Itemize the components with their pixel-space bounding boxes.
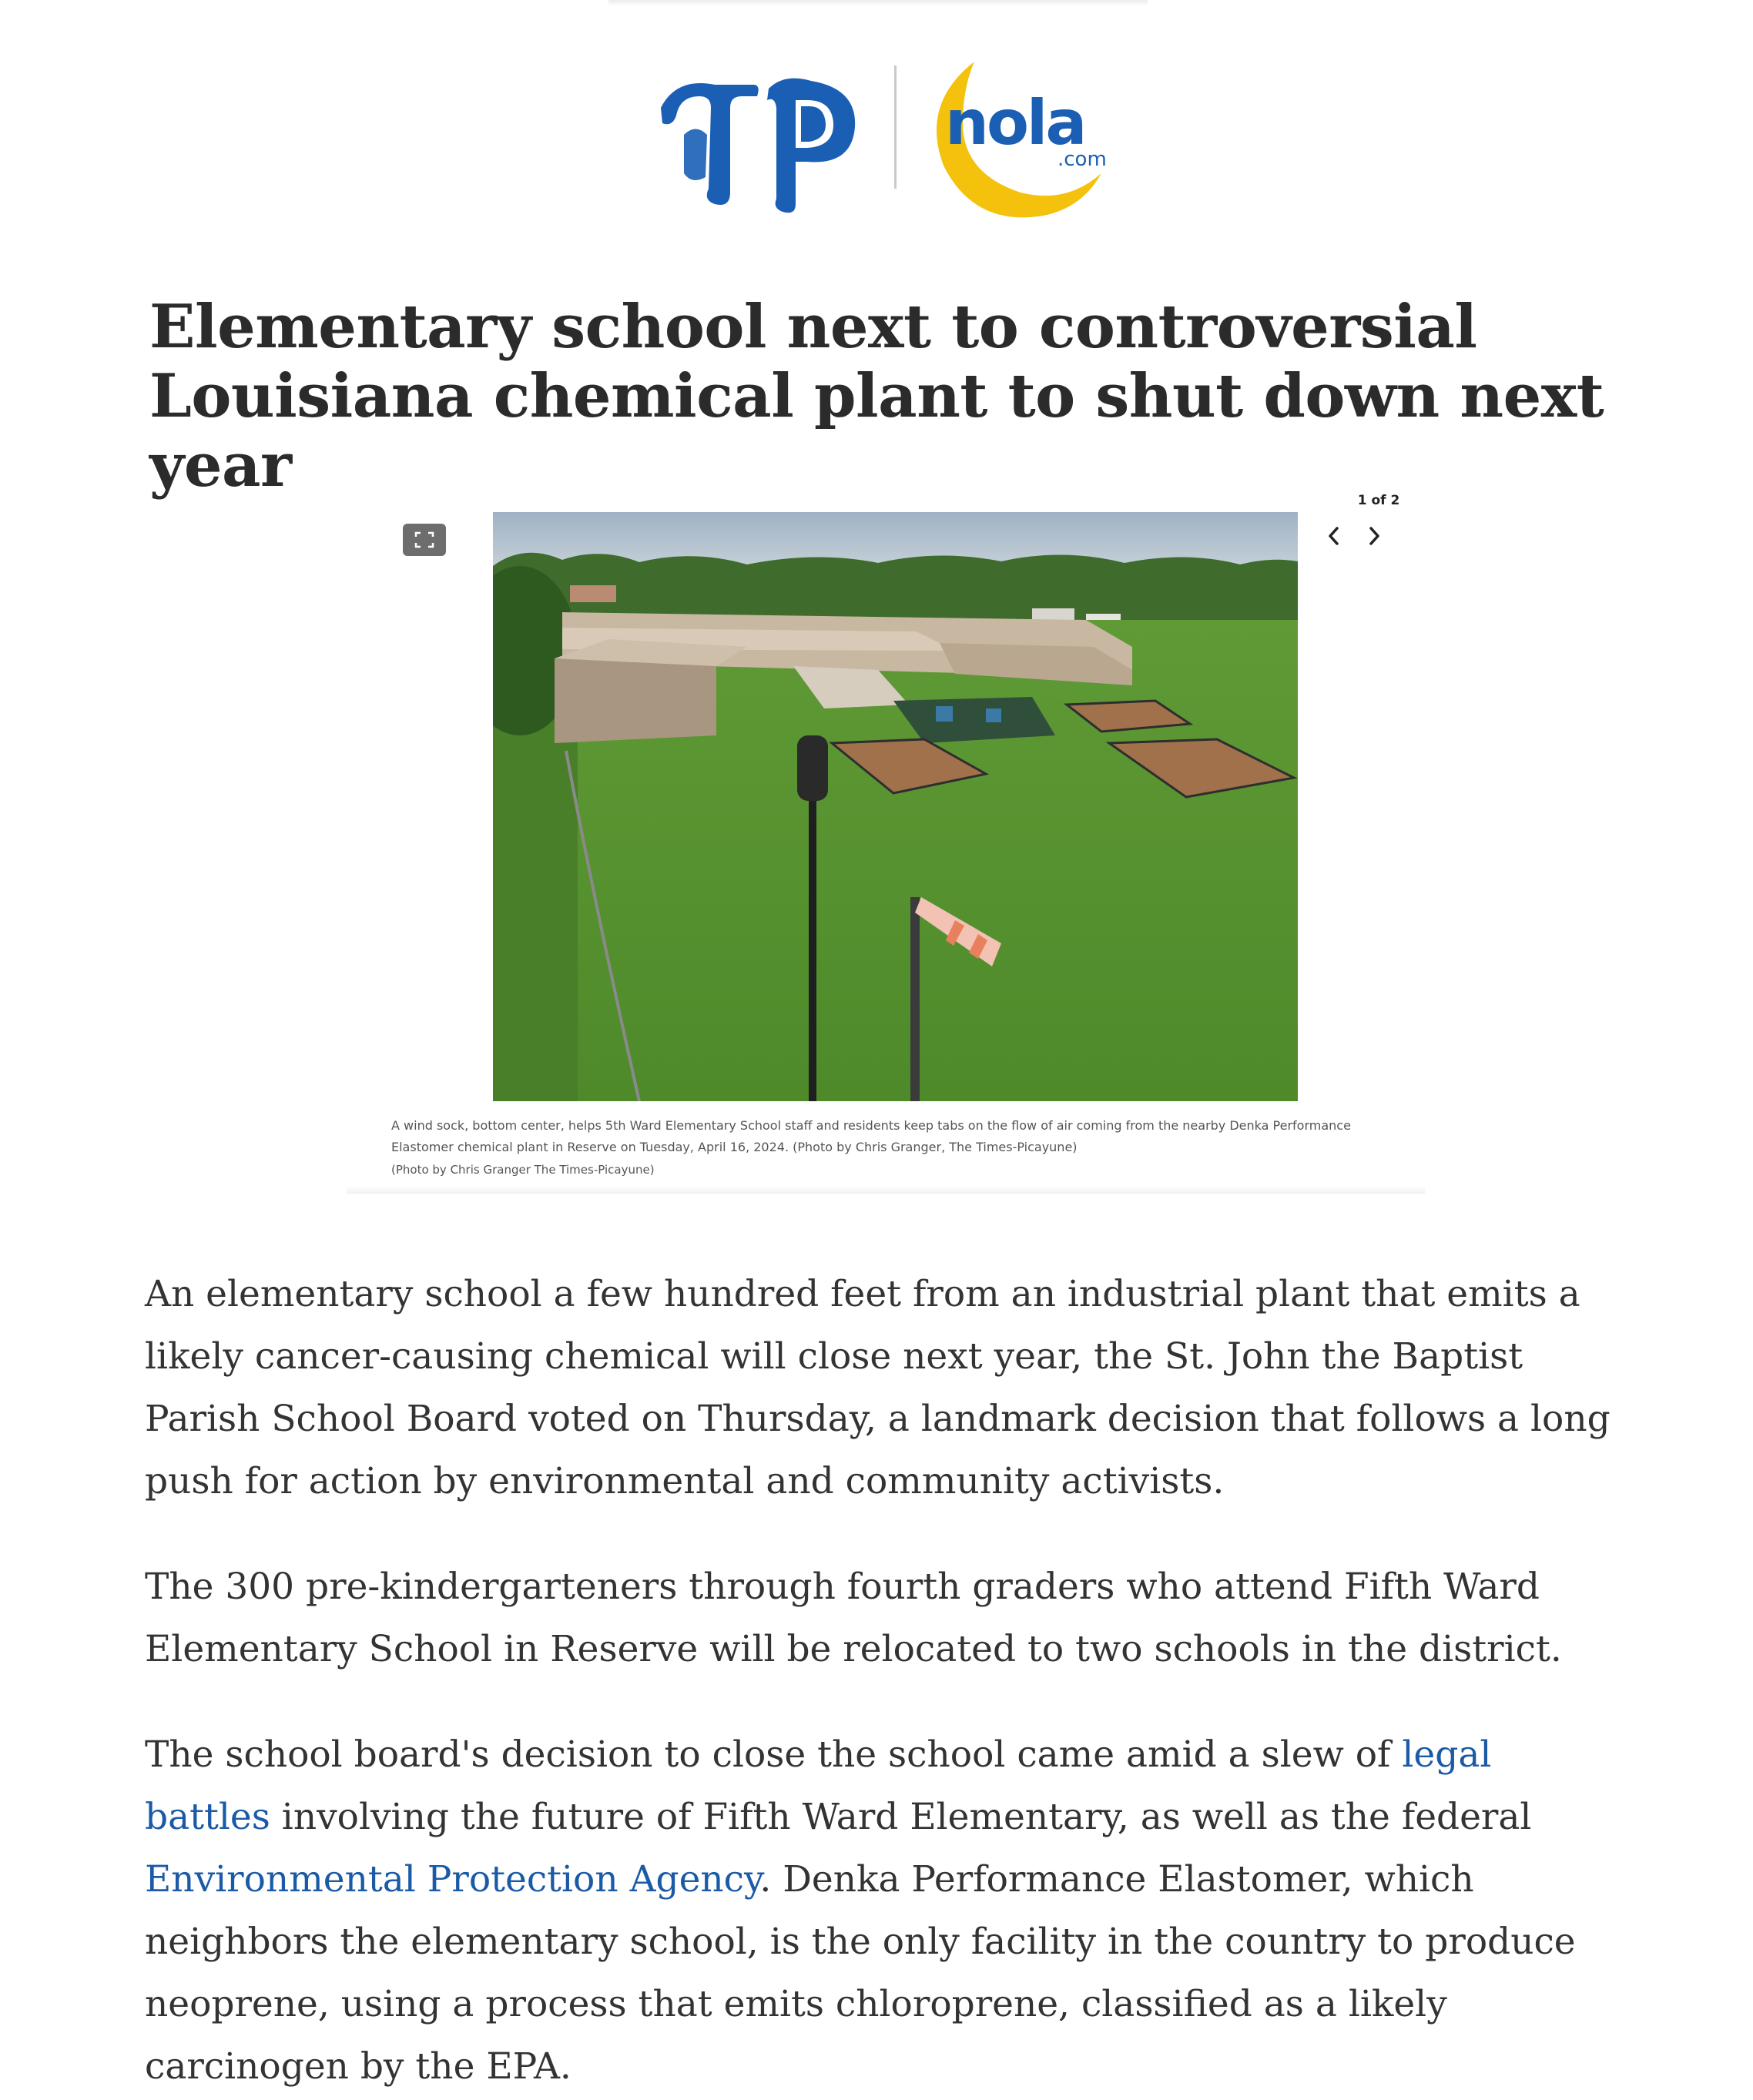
nola-domain: .com [1057, 148, 1107, 171]
article-headline: Elementary school next to controversial Louisiana chemical plant to shut down next year [149, 292, 1604, 501]
chevron-right-icon [1366, 525, 1382, 547]
legal-battles-link[interactable]: legal battles [145, 1733, 1492, 1838]
masthead [0, 46, 1753, 223]
gallery-shadow [347, 1186, 1425, 1194]
times-picayune-logo[interactable] [653, 62, 869, 216]
photo-caption: A wind sock, bottom center, helps 5th Ward Elementary School staff and residents keep tabs on the flow of air coming from the nearby Denka Performance Elastomer chemical plant in Reserve on Tuesday, April 16, 2024. (Photo by Chris Granger, The Times-Picayune) [391, 1118, 1351, 1154]
gallery-prev-button[interactable] [1319, 519, 1349, 553]
paragraph-3-text-c: . Denka Performance Elastomer, which neighbors the elementary school, is the only facility in the country to produce neoprene, using a process that emits chloroprene, classified as a likely carcinogen by the EPA. [145, 1858, 1576, 2088]
gallery-next-button[interactable] [1359, 519, 1389, 553]
photo-credit: (Photo by Chris Granger The Times-Picayune) [391, 1163, 655, 1177]
gallery-photo[interactable] [493, 512, 1298, 1101]
nola-logo[interactable] [928, 50, 1113, 227]
paragraph-3-text-a: The school board's decision to close the school came amid a slew of [145, 1733, 1403, 1776]
nola-wordmark: nola [945, 87, 1085, 159]
top-shadow [608, 0, 1148, 6]
epa-link[interactable]: Environmental Protection Agency [145, 1858, 760, 1901]
gallery-counter: 1 of 2 [1357, 493, 1400, 508]
paragraph-3-text-b: involving the future of Fifth Ward Elementary, as well as the federal [270, 1796, 1532, 1838]
expand-icon [414, 531, 434, 548]
photo-gallery [347, 485, 1425, 1194]
chevron-left-icon [1326, 525, 1342, 547]
logo-divider [894, 65, 897, 189]
fullscreen-button[interactable] [403, 524, 446, 556]
paragraph-2: The 300 pre-kindergarteners through fourth graders who attend Fifth Ward Elementary School in Reserve will be relocated to two schools in the district. [145, 1566, 1562, 1670]
paragraph-1: An elementary school a few hundred feet from an industrial plant that emits a likely cancer-causing chemical will close next year, the St. John the Baptist Parish School Board voted on Thursday, a landmark decision that follows a long push for action by environmental and community activists. [145, 1273, 1611, 1502]
article-body [145, 1263, 1624, 2100]
paragraph-3 [145, 1723, 1624, 2098]
